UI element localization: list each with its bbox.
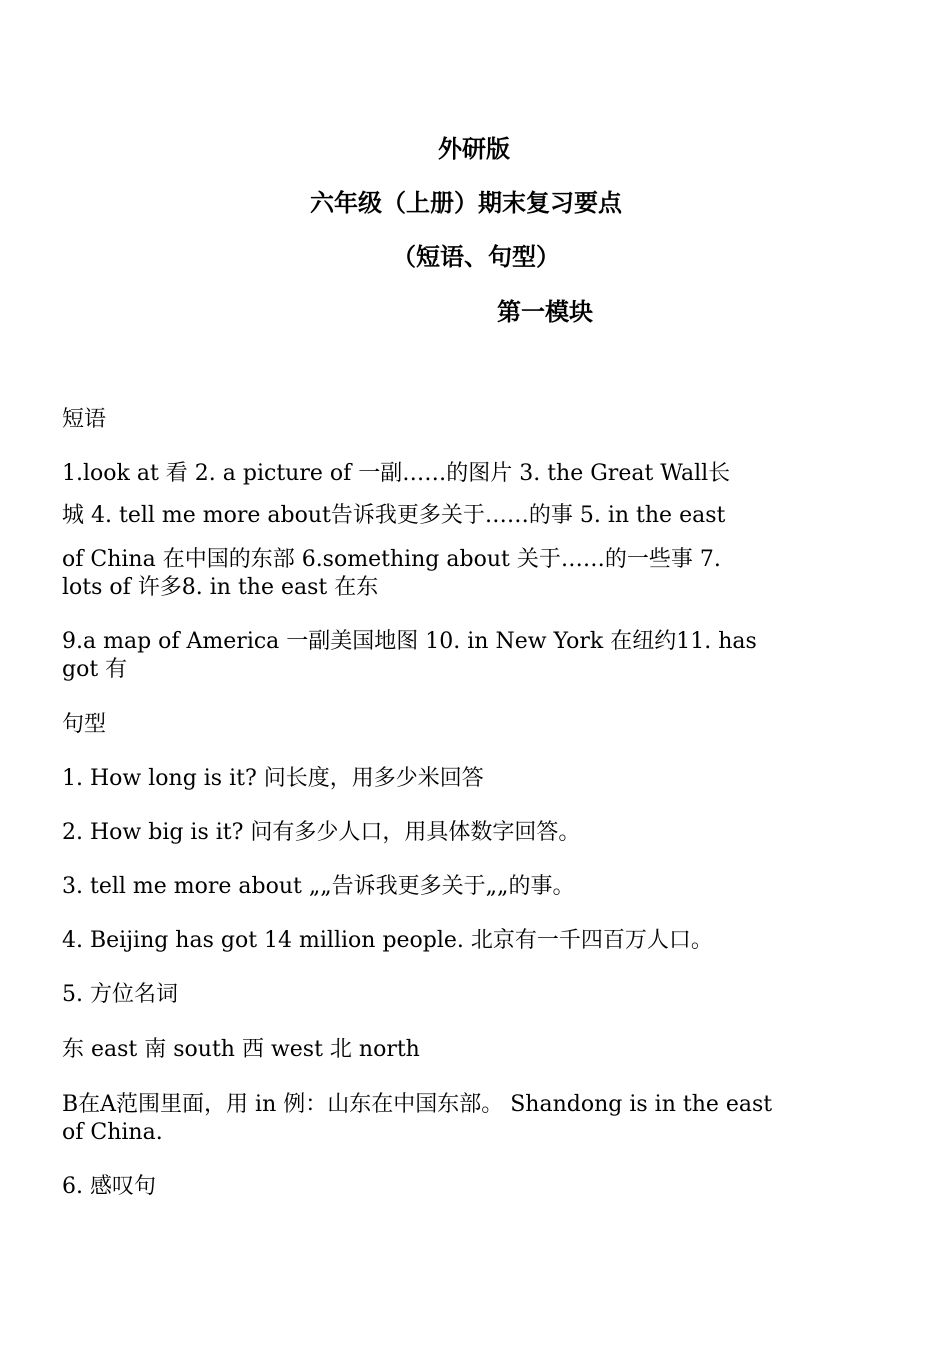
module-title: 第一模块 [497,298,593,326]
sentence-item: 4. Beijing has got 14 million people. 北京有一千四百万人口。 [62,928,713,953]
sentence-item: B在A范围里面，用 in 例：山东在中国东部。 Shandong is in the east [62,1092,773,1117]
phrase-line: lots of 许多8. in the east 在东 [62,575,379,600]
sentence-item: 1. How long is it? 问长度，用多少米回答 [62,766,484,791]
title-main: 六年级（上册）期末复习要点 [310,189,622,217]
title-publisher: 外研版 [438,135,510,163]
title-subtitle: （短语、句型） [392,243,560,271]
phrase-line: 9.a map of America 一副美国地图 10. in New York 在纽约11. has [62,629,757,654]
phrase-line: 1.look at 看 2. a picture of 一副……的图片 3. the Great Wall长 [62,461,731,486]
phrase-line: got 有 [62,657,128,682]
phrase-line: of China 在中国的东部 6.something about 关于……的一些事 7. [62,547,721,572]
sentence-item: 6. 感叹句 [62,1174,156,1199]
phrases-heading: 短语 [62,407,107,432]
sentence-item: 2. How big is it? 问有多少人口，用具体数字回答。 [62,820,581,845]
sentence-item: 东 east 南 south 西 west 北 north [62,1037,420,1062]
sentence-item: of China. [62,1120,163,1145]
sentences-heading: 句型 [62,712,107,737]
phrase-line: 城 4. tell me more about告诉我更多关于……的事 5. in the east [62,503,726,528]
sentence-item: 3. tell me more about „„告诉我更多关于„„的事。 [62,874,575,899]
sentence-item: 5. 方位名词 [62,982,178,1007]
